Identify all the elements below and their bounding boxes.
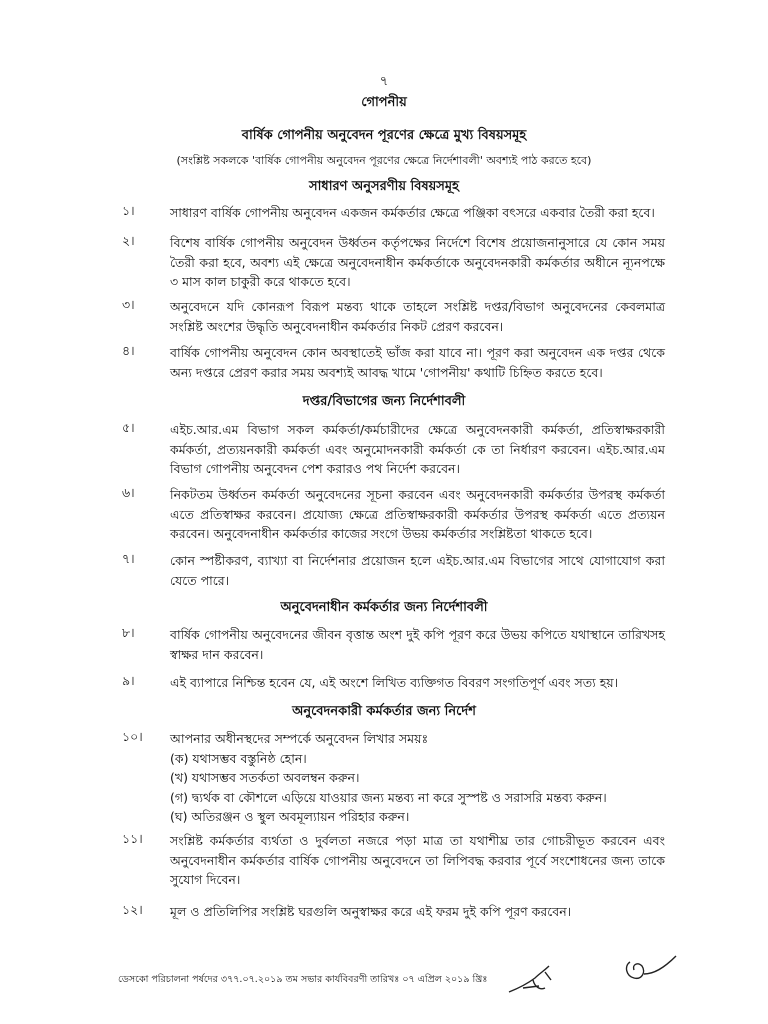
sub-item-list <box>170 749 665 827</box>
footer-reference: ডেসকো পরিচালনা পর্ষদের ৩৭৭.০৭.২০১৯ তম সভার কার্যবিবরণী তারিখঃ ০৭ এপ্রিল ২০১৯ খ্রিঃ <box>118 974 488 985</box>
item-text: বিশেষ বার্ষিক গোপনীয় অনুবেদন উর্ধ্বতন কর্তৃপক্ষের নির্দেশে বিশেষ প্রয়োজনানুসারে যে কোন সময় তৈরী করা হবে, অবশ্য এই ক্ষেত্রে অনুবেদনাধীন কর্মকর্তাকে অনুবেদনকারী কর্মকর্তার অধীনে ন্যূনপক্ষে ৩ মাস কাল চাকুরী করে থাকতে হবে। <box>170 235 665 289</box>
section-heading-reportee: অনুবেদনাধীন কর্মকর্তার জন্য নির্দেশাবলী <box>280 600 488 615</box>
sub-item: (ঘ) অতিরঞ্জন ও স্থুল অবমূল্যায়ন পরিহার করুন। <box>170 809 410 824</box>
item-text: মূল ও প্রতিলিপির সংশ্লিষ্ট ঘরগুলি অনুস্বাক্ষর করে এই ফরম দুই কপি পূরণ করবেন। <box>170 904 572 919</box>
signature-mark-2 <box>620 950 690 990</box>
item-block <box>170 729 665 827</box>
item-number: ৩। <box>122 297 135 312</box>
signature-mark-1 <box>505 958 565 998</box>
item-number: ৫। <box>122 420 135 435</box>
item-text: নিকটতম উর্ধ্বতন কর্মকর্তা অনুবেদনের সূচনা করবেন এবং অনুবেদনকারী কর্মকর্তার উপরস্থ কর্মকর্তা এতে প্রতিস্বাক্ষর করবেন। প্রযোজ্য ক্ষেত্রে প্রতিস্বাক্ষরকারী কর্মকর্তার উপরস্থ কর্মকর্তা এতে প্রত্যয়ন করবেন। অনুবেদনাধীন কর্মকর্তার কাজের সংগে উভয় কর্মকর্তার সংশ্লিষ্টতা থাকতে হবে। <box>170 487 665 541</box>
sub-item: (ক) যথাসম্ভব বস্তুনিষ্ঠ হোন। <box>170 750 307 766</box>
item-number: ৯। <box>122 673 135 688</box>
section-heading-office: দপ্তর/বিভাগের জন্য নির্দেশাবলী <box>302 394 466 409</box>
item-number: ৬। <box>122 485 135 500</box>
item-text: অনুবেদনে যদি কোনরূপ বিরূপ মন্তব্য থাকে তাহলে সংশ্লিষ্ট দপ্তর/বিভাগ অনুবেদনের কেবলমাত্র সংশ্লিষ্ট অংশের উদ্ধৃতি অনুবেদনাধীন কর্মকর্তার নিকট প্রেরণ করবেন। <box>170 299 665 334</box>
page-title: বার্ষিক গোপনীয় অনুবেদন পূরণের ক্ষেত্রে মুখ্য বিষয়সমূহ <box>241 128 527 143</box>
item-number: ৭। <box>122 551 135 566</box>
section-heading-general: সাধারণ অনুসরণীয় বিষয়সমূহ <box>309 179 459 194</box>
item-text: সংশ্লিষ্ট কর্মকর্তার ব্যর্থতা ও দুর্বলতা নজরে পড়া মাত্র তা যথাশীঘ্র তার গোচরীভূত করবেন এবং অনুবেদনাধীন কর্মকর্তার বার্ষিক গোপনীয় অনুবেদনে তা লিপিবদ্ধ করবার পূর্বে সংশোধনের জন্য তাকে সুযোগ দিবেন। <box>170 833 665 887</box>
item-text: বার্ষিক গোপনীয় অনুবেদনের জীবন বৃত্তান্ত অংশ দুই কপি পূরণ করে উভয় কপিতে যথাস্থানে তারিখসহ স্বাক্ষর দান করবেন। <box>170 627 665 662</box>
instruction-note: (সংশ্লিষ্ট সকলকে 'বার্ষিক গোপনীয় অনুবেদন পূরণের ক্ষেত্রে নির্দেশাবলী' অবশ্যই পাঠ করতে হবে) <box>176 154 592 167</box>
item-number: ৮। <box>122 625 135 640</box>
item-text: বার্ষিক গোপনীয় অনুবেদন কোন অবস্থাতেই ভাঁজ করা যাবে না। পূরণ করা অনুবেদন এক দপ্তর থেকে অন্য দপ্তরে প্রেরণ করার সময় অবশ্যই আবদ্ধ খামে 'গোপনীয়' কথাটি চিহ্নিত করতে হবে। <box>170 345 665 380</box>
confidential-label: গোপনীয় <box>361 95 407 110</box>
page-number: ৭ <box>379 74 389 89</box>
item-number: ১। <box>122 203 135 218</box>
item-number: ২। <box>122 233 135 248</box>
sub-item: (গ) দ্ব্যর্থক বা কৌশলে এড়িয়ে যাওয়ার জন্য মন্তব্য না করে সুস্পষ্ট ও সরাসরি মন্তব্য করুন। <box>170 789 607 805</box>
item-text: কোন স্পষ্টীকরণ, ব্যাখ্যা বা নির্দেশনার প্রয়োজন হলে এইচ.আর.এম বিভাগের সাথে যোগাযোগ করা যেতে পারে। <box>170 553 665 588</box>
item-text: এইচ.আর.এম বিভাগ সকল কর্মকর্তা/কর্মচারীদের ক্ষেত্রে অনুবেদনকারী কর্মকর্তা, প্রতিস্বাক্ষরকারী কর্মকর্তা, প্রত্যয়নকারী কর্মকর্তা এবং অনুমোদনকারী কর্মকর্তা কে তা নির্ধারণ করবেন। এইচ.আর.এম বিভাগ গোপনীয় অনুবেদন পেশ করারও পথ নির্দেশ করবেন। <box>170 422 665 476</box>
item-number: ১১। <box>122 831 143 846</box>
item-text: এই ব্যাপারে নিশ্চিন্ত হবেন যে, এই অংশে লিখিত ব্যক্তিগত বিবরণ সংগতিপূর্ণ এবং সত্য হয়। <box>170 675 619 690</box>
sub-item: (খ) যথাসম্ভব সতর্কতা অবলম্বন করুন। <box>170 770 360 785</box>
section-heading-reporter: অনুবেদনকারী কর্মকর্তার জন্য নির্দেশ <box>292 704 476 719</box>
item-number: ১০। <box>122 729 143 744</box>
item-number: ৪। <box>122 343 135 358</box>
item-number: ১২। <box>122 902 143 917</box>
item-text: সাধারণ বার্ষিক গোপনীয় অনুবেদন একজন কর্মকর্তার ক্ষেত্রে পঞ্জিকা বৎসরে একবার তৈরী করা হবে। <box>170 205 655 220</box>
item-text: আপনার অধীনস্থদের সম্পর্কে অনুবেদন লিখার সময়ঃ <box>170 731 429 746</box>
